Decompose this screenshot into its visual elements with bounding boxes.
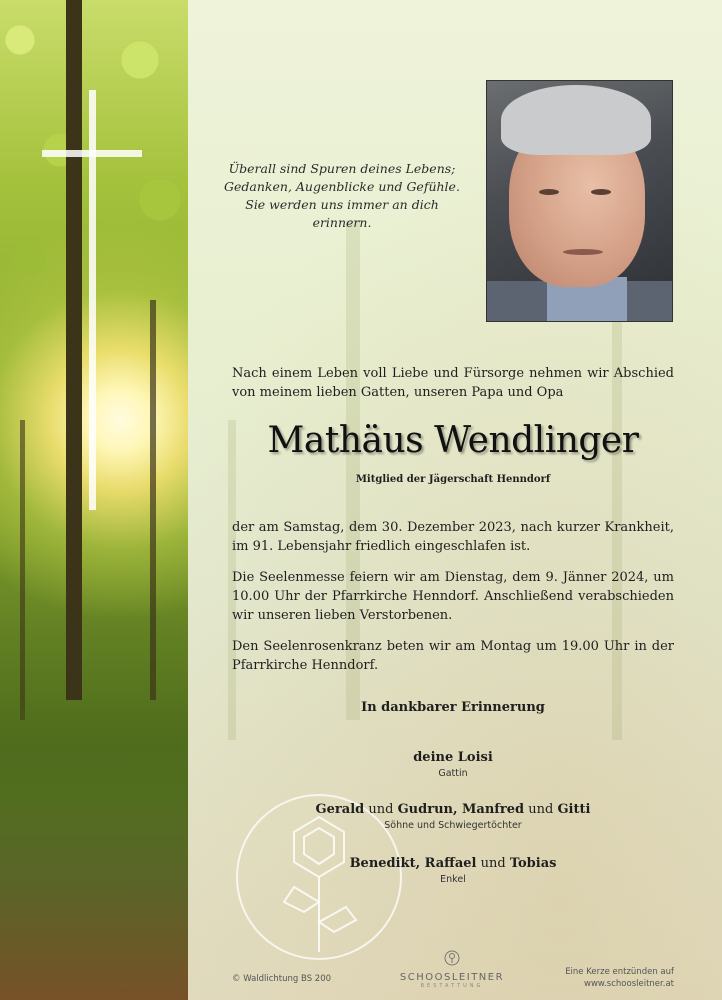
quote-line: Überall sind Spuren deines Lebens; — [228, 161, 456, 176]
brand-subtitle: BESTATTUNG — [420, 983, 484, 989]
quote-line: Gedanken, Augenblicke und Gefühle. — [224, 179, 460, 194]
image-copyright: © Waldlichtung BS 200 — [232, 974, 332, 984]
conjunction: und — [524, 802, 558, 817]
conjunction: und — [476, 856, 510, 871]
mourner-spouse — [232, 750, 674, 765]
thanks-heading: In dankbarer Erinnerung — [361, 700, 545, 715]
mourner-name: Gitti — [557, 802, 591, 817]
intro-line: von meinem lieben Gatten, unseren Papa und Opa — [232, 385, 564, 400]
cross-icon — [42, 150, 142, 157]
conjunction: und — [364, 802, 398, 817]
deceased-name: Mathäus Wendlinger — [267, 420, 639, 461]
tree-trunk — [20, 420, 25, 720]
mourner-children — [232, 802, 674, 817]
quote-line: Sie werden uns immer an dich — [245, 197, 439, 212]
intro-text — [232, 364, 674, 402]
funeral-home-brand — [392, 950, 512, 989]
photo-eye — [591, 189, 611, 195]
portrait-photo — [486, 80, 673, 322]
candle-link[interactable] — [565, 966, 674, 990]
mourner-name: Gudrun, Manfred — [397, 802, 525, 817]
brand-logo-icon — [444, 950, 460, 966]
quote-line: erinnern. — [312, 215, 372, 230]
tree-trunk — [150, 300, 156, 700]
memorial-quote — [222, 160, 462, 232]
mourner-role: Gattin — [438, 768, 468, 779]
mourner-role: Enkel — [440, 874, 466, 885]
death-notice-paragraph: der am Samstag, dem 30. Dezember 2023, nach kurzer Krankheit, im 91. Lebensjahr friedlich eingeschlafen ist. — [232, 520, 674, 554]
candle-url[interactable]: www.schoosleitner.at — [584, 979, 674, 989]
brand-name: SCHOOSLEITNER — [399, 972, 505, 983]
photo-eye — [539, 189, 559, 195]
candle-text: Eine Kerze entzünden auf — [565, 967, 674, 977]
photo-mouth — [563, 249, 603, 255]
mourner-role: Söhne und Schwiegertöchter — [384, 820, 522, 831]
mourner-grandchildren — [232, 856, 674, 871]
intro-line: Nach einem Leben voll Liebe und Fürsorge nehmen wir Abschied — [232, 366, 674, 381]
mourner-name: Tobias — [509, 856, 557, 871]
rosary-paragraph: Den Seelenrosenkranz beten wir am Montag um 19.00 Uhr in der Pfarrkirche Henndorf. — [232, 639, 674, 673]
forest-image-strip — [0, 0, 188, 1000]
photo-hair — [501, 85, 651, 155]
deceased-subtitle: Mitglied der Jägerschaft Henndorf — [355, 474, 551, 485]
forest-floor — [0, 700, 188, 1000]
mourner-name: Gerald — [315, 802, 365, 817]
requiem-paragraph: Die Seelenmesse feiern wir am Dienstag, dem 9. Jänner 2024, um 10.00 Uhr der Pfarrkirche Henndorf. Anschließend verabschieden wir unseren lieben Verstorbenen. — [232, 570, 674, 623]
mourner-name: Benedikt, Raffael — [349, 856, 477, 871]
tree-trunk — [66, 0, 82, 700]
mourner-name: deine Loisi — [413, 750, 493, 765]
